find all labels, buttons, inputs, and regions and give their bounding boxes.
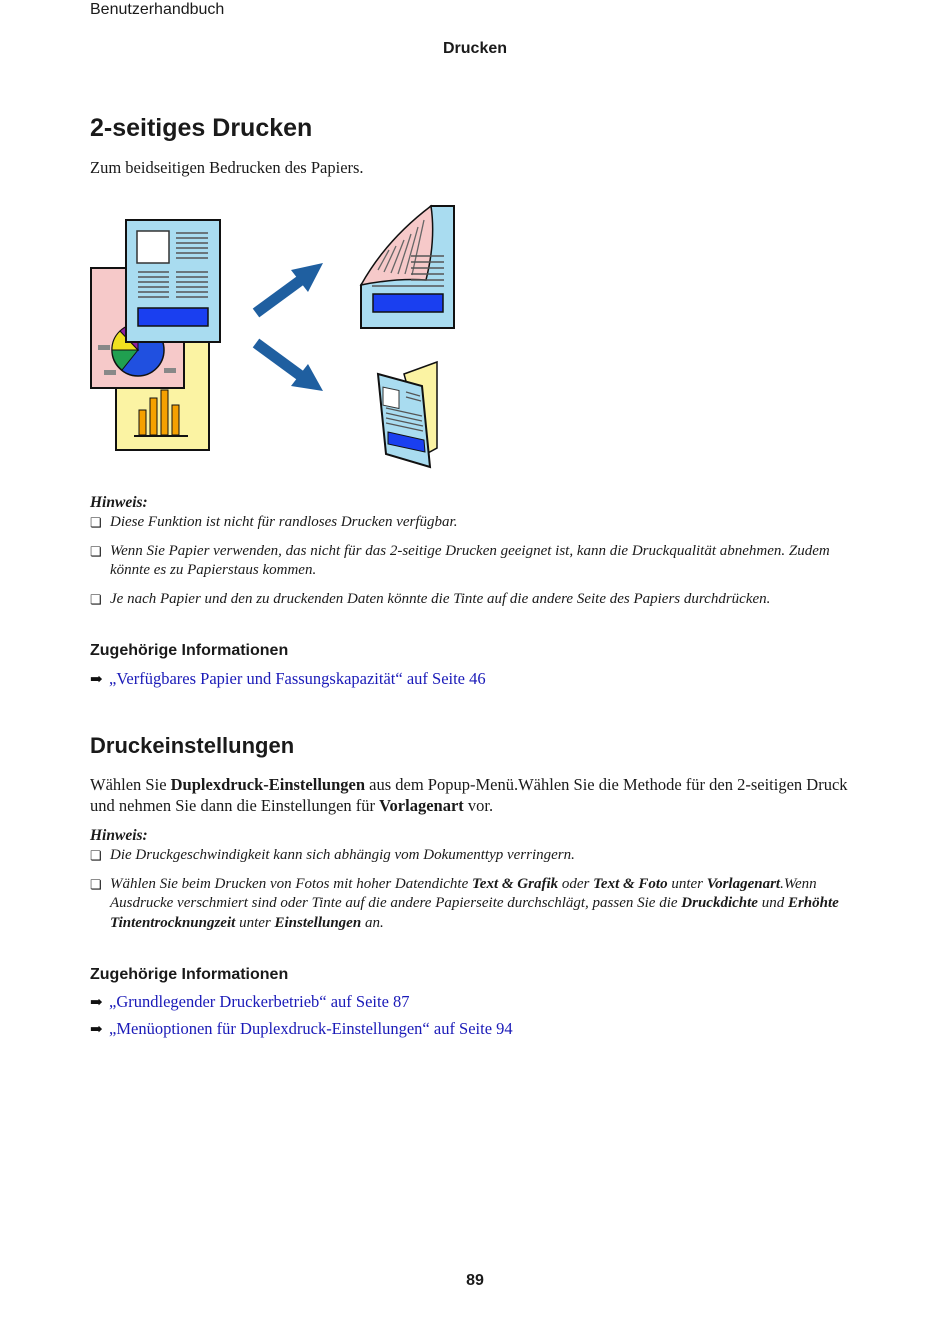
checkbox-bullet-icon: ❏ [90,543,102,559]
related-link-row [90,992,410,1012]
list-item [90,875,860,934]
note-list [90,513,860,618]
body-emphasis: Vorlagenart [379,795,464,815]
note-text: Wählen Sie beim Drucken von Fotos mit hoher Datendichte [110,875,472,892]
related-link[interactable]: „Grundlegender Druckerbetrieb“ auf Seite 87 [109,992,410,1011]
list-item [90,590,860,610]
note-text: Je nach Papier und den zu druckenden Daten könnte die Tinte auf die andere Seite des Papiers durchdrücken. [110,590,771,607]
note-emphasis: Text & Foto [593,875,668,892]
checkbox-bullet-icon: ❏ [90,515,102,530]
upper-arrow-icon [256,263,323,313]
body-text: aus dem Popup-Menü.Wählen Sie die Methode für den 2-seitigen Druck und nehmen Sie dann die Einstellungen für [90,775,848,815]
body-emphasis: Duplexdruck-Einstellungen [170,775,366,794]
note-label: Hinweis: [90,494,148,511]
right-arrow-icon: ➡ [90,672,103,688]
related-info-title: Zugehörige Informationen [90,642,289,659]
body-text: Wählen Sie [90,775,171,794]
duplex-printing-illustration [86,200,466,475]
right-arrow-icon: ➡ [90,1022,103,1038]
related-link-row [90,1019,513,1039]
section-body [90,775,865,816]
related-info-title: Zugehörige Informationen [90,966,289,983]
checkbox-bullet-icon: ❏ [90,591,102,607]
note-text: oder [558,875,594,892]
note-emphasis: Text & Grafik [472,875,559,892]
body-text: vor. [463,795,494,815]
note-text: Die Druckgeschwindigkeit kann sich abhängig vom Dokumenttyp verringern. [110,847,575,863]
note-emphasis: Druckdichte [681,895,758,911]
note-text: und [757,895,788,911]
related-link[interactable]: „Menüoptionen für Duplexdruck-Einstellungen“ auf Seite 94 [109,1019,513,1038]
checkbox-bullet-icon: ❏ [90,876,102,892]
note-text: Diese Funktion ist nicht für randloses Drucken verfügbar. [110,514,458,530]
note-list [90,846,860,942]
page-number: 89 [466,1272,484,1289]
lower-arrow-icon [256,343,323,391]
running-header: Benutzerhandbuch [90,1,225,18]
note-text: unter [667,875,707,892]
section-title: 2-seitiges Drucken [90,114,313,142]
checkbox-bullet-icon: ❏ [90,848,102,863]
note-text: an. [361,914,384,931]
related-link-row [90,669,486,689]
note-emphasis: Erhöhte Tintentrocknungzeit [110,895,839,931]
note-text: .Wenn Ausdrucke verschmiert sind oder Tinte auf die andere Papierseite durchschlägt, passen Sie die [110,875,817,911]
section-intro: Zum beidseitigen Bedrucken des Papiers. [90,158,364,177]
note-text: unter [235,914,275,931]
list-item [90,846,860,866]
list-item [90,542,860,581]
chapter-header: Drucken [442,40,508,57]
right-arrow-icon: ➡ [90,995,103,1011]
related-link[interactable]: „Verfügbares Papier und Fassungskapazität“ auf Seite 46 [109,669,486,688]
list-item [90,513,860,533]
note-emphasis: Vorlagenart [706,875,781,892]
section-title: Druckeinstellungen [90,733,295,758]
note-text: Wenn Sie Papier verwenden, das nicht für das 2-seitige Drucken geeignet ist, kann die Druckqualität abnehmen. Zudem könnte es zu Papierstaus kommen. [110,542,830,578]
note-emphasis: Einstellungen [274,914,362,931]
note-label: Hinweis: [90,827,148,844]
